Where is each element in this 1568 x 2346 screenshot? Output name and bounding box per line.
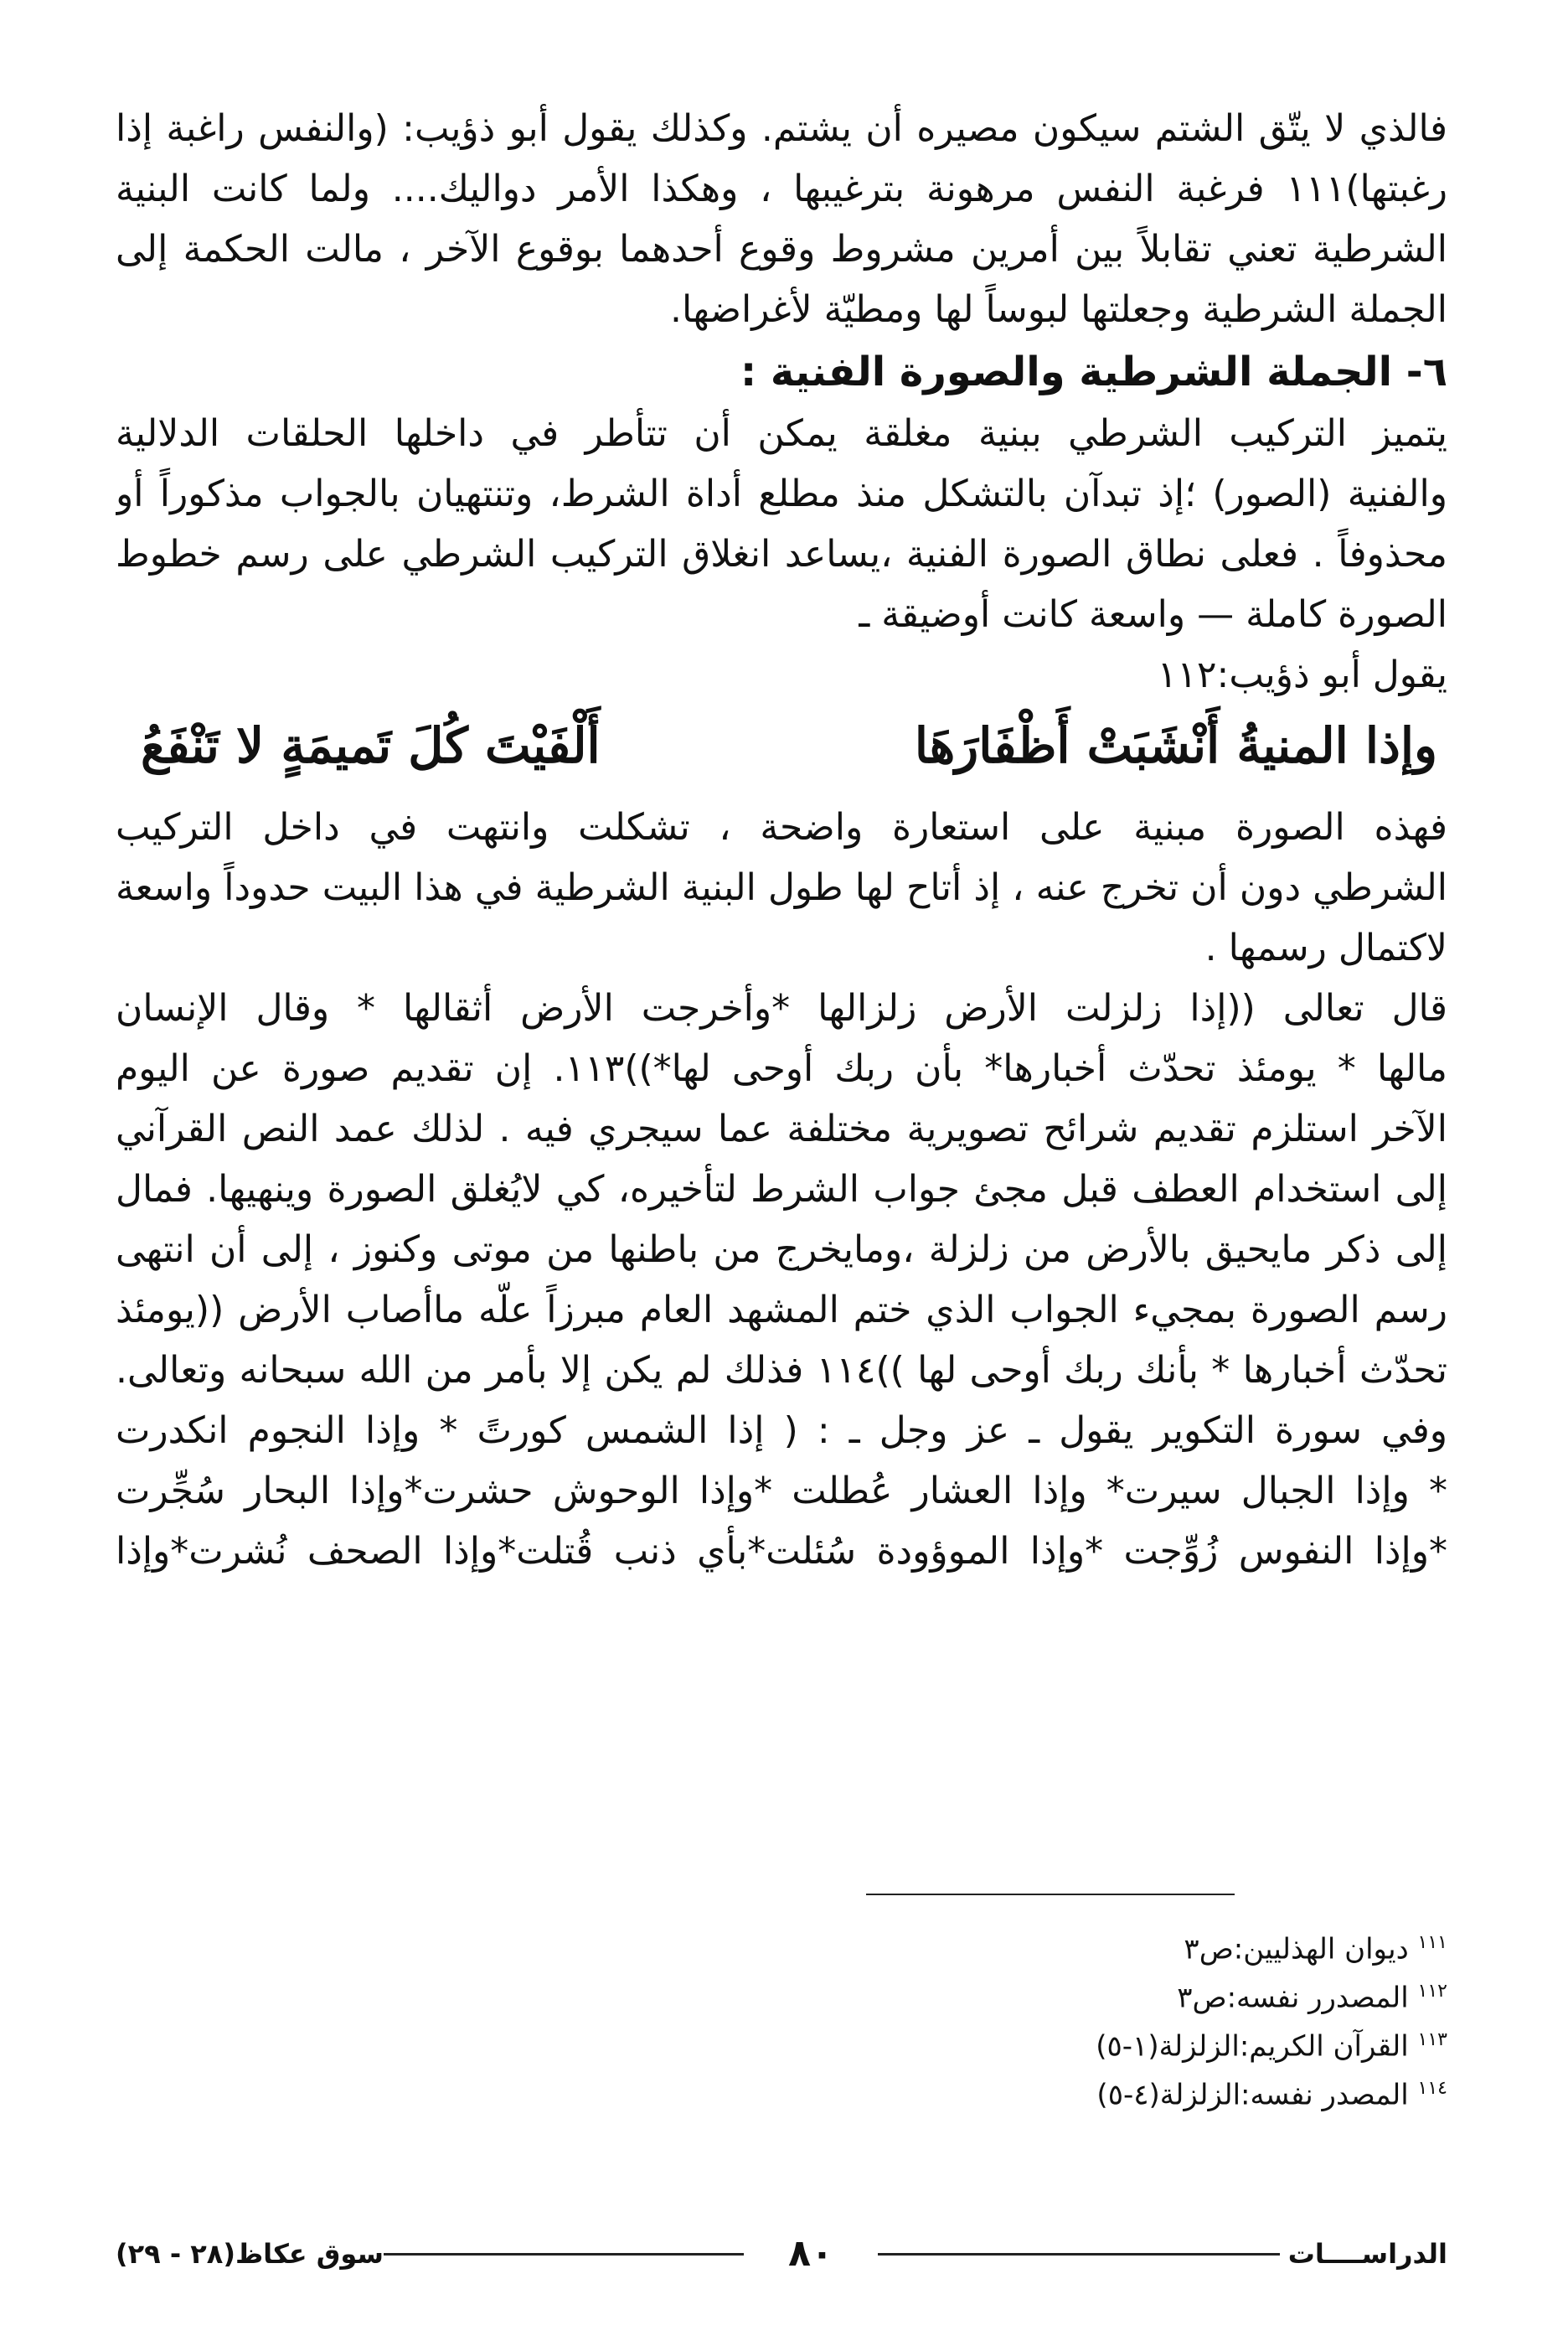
text-line: تحدّث أخبارها * بأنك ربك أوحى لها ))١١٤ فذلك لم يكن إلا بأمر من الله سبحانه وتعالى.	[116, 1349, 1447, 1392]
poetry-verse	[116, 705, 1447, 798]
text-line: محذوفاً . فعلى نطاق الصورة الفنية ،يساعد انغلاق التركيب الشرطي على رسم خطوط	[116, 533, 1447, 576]
text-line: رسم الصورة بمجيء الجواب الذي ختم المشهد العام مبرزاً علّه ماأصاب الأرض ((يومئذ	[116, 1289, 1447, 1331]
text-line: * وإذا الجبال سيرت* وإذا العشار عُطلت *وإذا الوحوش حشرت*وإذا البحار سُجِّرت	[116, 1470, 1447, 1512]
journal-name: سوق عكاظ(٢٨ - ٢٩)	[116, 2238, 384, 2270]
footnote-number: ١١٢	[1417, 1981, 1447, 2002]
footnote	[116, 2064, 1447, 2113]
page-footer	[116, 2230, 1447, 2277]
text-line: رغبتها)١١١ فرغبة النفس مرهونة بترغيبها ، وهكذا الأمر دواليك.... ولما كانت البنية	[116, 168, 1447, 210]
text-line: الشرطية تعني تقابلاً بين أمرين مشروط وقوع أحدهما بوقوع الآخر ، مالت الحكمة إلى	[116, 228, 1447, 271]
footnote	[116, 1919, 1447, 1967]
text-line: والفنية (الصور) ؛إذ تبدآن بالتشكل منذ مطلع أداة الشرط، وتنتهيان بالجواب مذكوراً أو	[116, 473, 1447, 515]
footnote-text: المصدر نفسه:الزلزلة(٤-٥)	[1096, 2078, 1409, 2112]
footer-rule	[384, 2253, 744, 2256]
text-line: الجملة الشرطية وجعلتها لبوساً لها ومطيّة لأغراضها.	[670, 288, 1447, 331]
footnote	[116, 2016, 1447, 2064]
verse-first-hemistich: وإذا المنيةُ أَنْشَبَتْ أَظْفَارَهَا	[914, 717, 1437, 774]
text-line: الشرطي دون أن تخرج عنه ، إذ أتاح لها طول البنية الشرطية في هذا البيت حدوداً واسعة	[116, 866, 1447, 909]
text-line: إلى استخدام العطف قبل مجئ جواب الشرط لتأخيره، كي لايُغلق الصورة وينهيها. فمال	[116, 1168, 1447, 1211]
footnote-text: ديوان الهذليين:ص٣	[1184, 1932, 1409, 1966]
text-line: لاكتمال رسمها .	[1204, 927, 1447, 969]
footnote	[116, 1967, 1447, 2016]
text-line: يتميز التركيب الشرطي ببنية مغلقة يمكن أن تتأطر في داخلها الحلقات الدلالية	[116, 412, 1447, 455]
text-line: الآخر استلزم تقديم شرائح تصويرية مختلفة عما سيجري فيه . لذلك عمد النص القرآني	[116, 1108, 1447, 1150]
text-line: الصورة كاملة — واسعة كانت أوضيقة ـ	[859, 593, 1447, 636]
footnote-text: القرآن الكريم:الزلزلة(١-٥)	[1096, 2029, 1409, 2064]
footnote-divider	[866, 1894, 1235, 1895]
page-number: ٨٠	[788, 2232, 833, 2275]
text-line: فهذه الصورة مبنية على استعارة واضحة ، تشكلت وانتهت في داخل التركيب	[116, 806, 1447, 849]
text-line: قال تعالى ((إذا زلزلت الأرض زلزالها *وأخرجت الأرض أثقالها * وقال الإنسان	[116, 987, 1447, 1030]
footnote-number: ١١٣	[1417, 2029, 1447, 2050]
footnote-number: ١١١	[1417, 1932, 1447, 1953]
text-line: يقول أبو ذؤيب:١١٢	[1157, 654, 1447, 696]
text-line: *وإذا النفوس زُوِّجت *وإذا الموؤودة سُئلت*بأي ذنب قُتلت*وإذا الصحف نُشرت*وإذا	[116, 1530, 1447, 1573]
footnote-number: ١١٤	[1417, 2078, 1447, 2099]
text-line: مالها * يومئذ تحدّث أخبارها* بأن ربك أوحى لها*))١١٣. إن تقديم صورة عن اليوم	[116, 1047, 1447, 1090]
text-line: فالذي لا يتّق الشتم سيكون مصيره أن يشتم. وكذلك يقول أبو ذؤيب: (والنفس راغبة إذا	[116, 107, 1447, 150]
section-heading: ٦- الجملة الشرطية والصورة الفنية :	[740, 349, 1447, 395]
section-name: الدراســــات	[1287, 2238, 1447, 2270]
text-line: إلى ذكر مايحيق بالأرض من زلزلة ،ومايخرج من باطنها من موتى وكنوز ، إلى أن انتهى	[116, 1228, 1447, 1271]
footnote-text: المصدرر نفسه:ص٣	[1177, 1981, 1409, 2015]
text-line: وفي سورة التكوير يقول ـ عز وجل ـ : ( إذا الشمس كورتً * وإذا النجوم انكدرت	[116, 1409, 1447, 1452]
body-text	[116, 99, 1447, 1582]
footnotes	[116, 1919, 1447, 2113]
footer-rule	[878, 2253, 1280, 2256]
verse-second-hemistich: أَلْفَيْتَ كُلَ تَميمَةٍ لا تَنْفَعُ	[141, 717, 601, 774]
